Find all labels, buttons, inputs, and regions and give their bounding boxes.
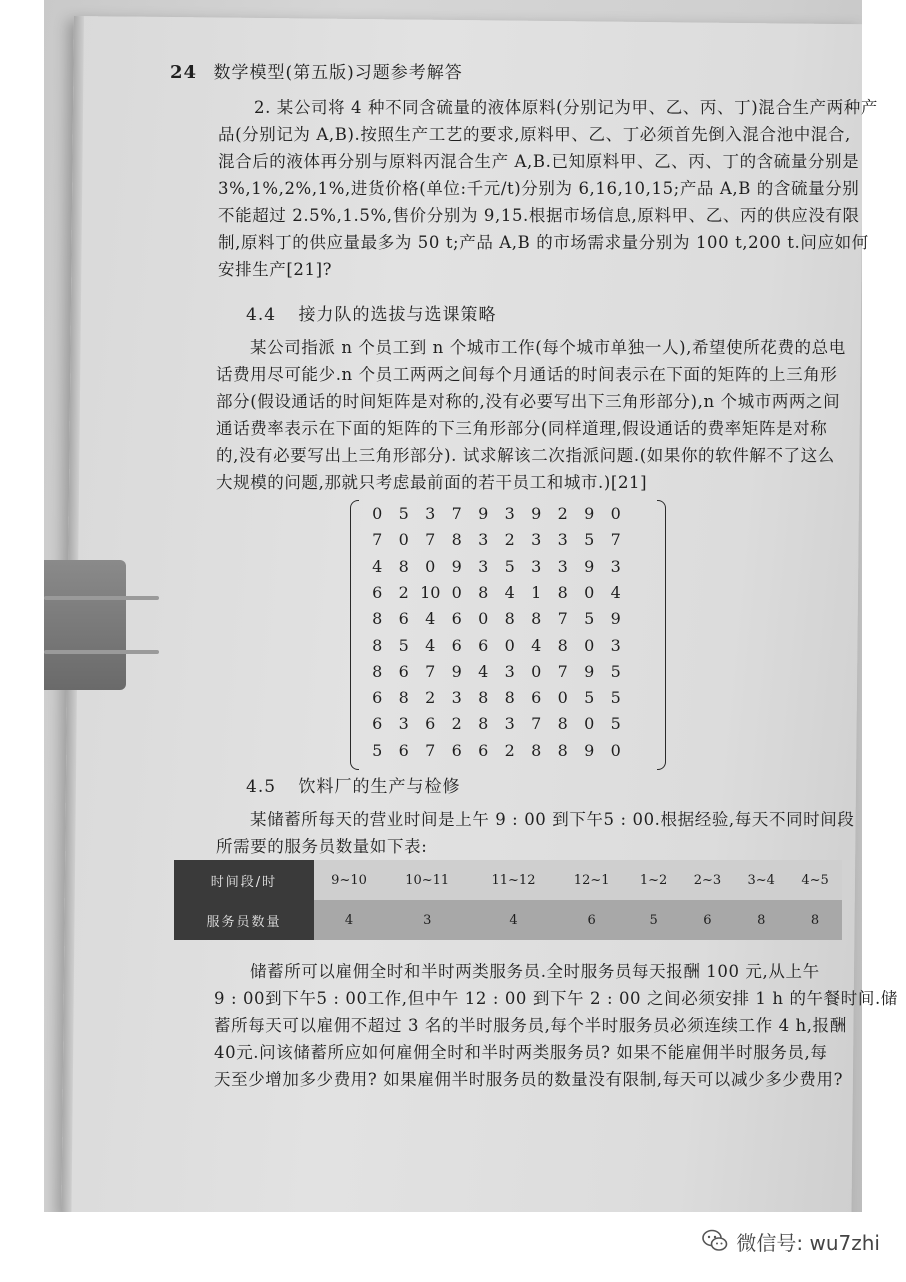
matrix-cell: 8 [557, 714, 568, 734]
count-cell: 4 [470, 900, 556, 940]
watermark [702, 1226, 880, 1256]
matrix-row [364, 662, 629, 686]
section-heading-4-5 [246, 772, 460, 797]
matrix-cell: 5 [584, 609, 595, 629]
matrix-cell: 3 [531, 530, 542, 550]
matrix-cell: 1 [531, 582, 542, 602]
matrix-cell: 6 [372, 582, 383, 602]
count-cell: 8 [788, 900, 842, 940]
matrix-cell: 2 [557, 504, 568, 523]
matrix-cell: 0 [504, 635, 515, 655]
matrix-cell: 2 [425, 688, 436, 708]
matrix-cell: 2 [398, 582, 409, 602]
matrix-cell: 7 [610, 530, 621, 550]
matrix-cell: 0 [557, 688, 568, 708]
matrix-cell: 2 [504, 740, 515, 760]
matrix-cell: 0 [610, 504, 621, 523]
period-cell: 12~1 [557, 860, 627, 900]
matrix-cell: 9 [451, 661, 462, 681]
matrix-cell: 0 [584, 635, 595, 655]
body-line: 天至少增加多少费用? 如果雇佣半时服务员的数量没有限制,每天可以减少多少费用? [214, 1070, 844, 1089]
matrix-cell: 9 [610, 609, 621, 629]
problem-line: 品(分别记为 A,B).按照生产工艺的要求,原料甲、乙、丁必须首先倒入混合池中混合, [218, 125, 851, 144]
matrix-row [364, 504, 629, 528]
matrix-row [364, 609, 629, 633]
section-number: 4.4 [246, 305, 277, 325]
matrix-cell: 10 [420, 582, 441, 602]
body-line: 话费用尽可能少.n 个员工两两之间每个月通话的时间表示在下面的矩阵的上三角形 [216, 365, 838, 384]
matrix-cell: 8 [478, 582, 489, 602]
matrix-cell: 0 [478, 609, 489, 629]
matrix-cell: 8 [557, 635, 568, 655]
matrix-cell: 9 [584, 661, 595, 681]
matrix-cell: 8 [557, 582, 568, 602]
count-cell: 6 [557, 900, 627, 940]
matrix-cell: 4 [372, 556, 383, 576]
matrix-cell: 9 [584, 504, 595, 523]
count-cell: 6 [681, 900, 735, 940]
count-cell: 4 [314, 900, 384, 940]
matrix-cell: 3 [504, 504, 515, 523]
matrix-cell: 6 [425, 714, 436, 734]
matrix-cell: 7 [425, 740, 436, 760]
matrix-cell: 6 [451, 609, 462, 629]
matrix-cell: 4 [610, 582, 621, 602]
period-cell: 10~11 [384, 860, 470, 900]
matrix-cell: 9 [451, 556, 462, 576]
section-number: 4.5 [246, 777, 277, 797]
table-row [174, 900, 842, 940]
matrix-cell: 5 [398, 635, 409, 655]
watermark-text: 微信号: wu7zhi [736, 1230, 880, 1255]
matrix-cell: 5 [610, 688, 621, 708]
matrix-cell: 8 [531, 609, 542, 629]
matrix-cell: 0 [451, 582, 462, 602]
matrix-cell: 8 [372, 635, 383, 655]
matrix-cell: 4 [531, 635, 542, 655]
matrix-cell: 3 [478, 556, 489, 576]
clip-wire [44, 650, 159, 654]
matrix-cell: 7 [425, 661, 436, 681]
matrix-cell: 7 [372, 530, 383, 550]
matrix-row [364, 714, 629, 738]
period-cell: 2~3 [681, 860, 735, 900]
matrix-cell: 6 [451, 635, 462, 655]
matrix-cell: 5 [584, 688, 595, 708]
row-label-period: 时间段/时 [174, 860, 314, 900]
body-line: 9 : 00到下午5 : 00工作,但中午 12 : 00 到下午 2 : 00 之间必须安排 1 h 的午餐时间.储 [214, 989, 898, 1008]
matrix-cell: 8 [531, 740, 542, 760]
period-cell: 3~4 [734, 860, 788, 900]
problem-line: 制,原料丁的供应量最多为 50 t;产品 A,B 的市场需求量分别为 100 t,200 t.问应如何 [218, 233, 869, 252]
matrix-cell: 8 [398, 556, 409, 576]
matrix-cell: 6 [398, 661, 409, 681]
binder-clip [44, 560, 126, 690]
matrix-cell: 8 [372, 661, 383, 681]
matrix-cell: 6 [372, 714, 383, 734]
body-line: 部分(假设通话的时间矩阵是对称的,没有必要写出下三角形部分),n 个城市两两之间 [216, 392, 841, 411]
matrix-row [364, 741, 629, 765]
matrix-cell: 9 [584, 556, 595, 576]
matrix-cell: 7 [531, 714, 542, 734]
matrix-cell: 9 [478, 504, 489, 523]
matrix-cell: 5 [584, 530, 595, 550]
matrix-cell: 5 [610, 661, 621, 681]
matrix-cell: 3 [504, 661, 515, 681]
row-label-count: 服务员数量 [174, 900, 314, 940]
problem-line: 3%,1%,2%,1%,进货价格(单位:千元/t)分别为 6,16,10,15;产品 A,B 的含硫量分别 [218, 179, 860, 198]
matrix-cell: 0 [584, 714, 595, 734]
period-cell: 11~12 [470, 860, 556, 900]
matrix-cell: 0 [531, 661, 542, 681]
body-line: 大规模的问题,那就只考虑最前面的若干员工和城市.)[21] [216, 473, 648, 492]
matrix-cell: 5 [398, 504, 409, 523]
matrix-cell: 6 [398, 609, 409, 629]
matrix-cell: 6 [478, 635, 489, 655]
matrix-cell: 7 [557, 661, 568, 681]
matrix-row [364, 557, 629, 581]
matrix-cell: 0 [425, 556, 436, 576]
problem-line: 混合后的液体再分别与原料丙混合生产 A,B.已知原料甲、乙、丙、丁的含硫量分别是 [218, 152, 860, 171]
section-title: 饮料厂的生产与检修 [298, 777, 461, 797]
period-cell: 1~2 [627, 860, 681, 900]
matrix-cell: 3 [531, 556, 542, 576]
matrix-row [364, 636, 629, 660]
matrix-left-bracket [350, 500, 359, 770]
matrix-cell: 5 [610, 714, 621, 734]
book-title: 数学模型(第五版)习题参考解答 [213, 63, 463, 83]
matrix-cell: 9 [531, 504, 542, 523]
section-heading-4-4 [246, 300, 496, 325]
matrix-cell: 8 [478, 688, 489, 708]
body-line: 的,没有必要写出上三角形部分). 试求解该二次指派问题.(如果你的软件解不了这么 [216, 446, 835, 465]
matrix [350, 500, 666, 770]
matrix-cell: 8 [557, 740, 568, 760]
matrix-cell: 6 [531, 688, 542, 708]
matrix-cell: 3 [557, 556, 568, 576]
matrix-cell: 7 [557, 609, 568, 629]
matrix-cell: 0 [584, 582, 595, 602]
page-header [170, 58, 463, 83]
matrix-row [364, 530, 629, 554]
matrix-cell: 7 [451, 504, 462, 523]
matrix-right-bracket [657, 500, 666, 770]
matrix-cell: 0 [372, 504, 383, 523]
matrix-cell: 3 [504, 714, 515, 734]
matrix-cell: 4 [425, 635, 436, 655]
matrix-cell: 0 [610, 740, 621, 760]
matrix-cell: 6 [451, 740, 462, 760]
matrix-cell: 8 [451, 530, 462, 550]
matrix-cell: 3 [451, 688, 462, 708]
table-row [174, 860, 842, 900]
matrix-cell: 6 [398, 740, 409, 760]
matrix-cell: 3 [478, 530, 489, 550]
body-line: 蓄所每天可以雇佣不超过 3 名的半时服务员,每个半时服务员必须连续工作 4 h,报酬 [214, 1016, 847, 1035]
matrix-cell: 5 [504, 556, 515, 576]
period-cell: 4~5 [788, 860, 842, 900]
body-line: 某储蓄所每天的营业时间是上午 9 : 00 到下午5 : 00.根据经验,每天不同时间段 [250, 810, 855, 829]
matrix-cell: 7 [425, 530, 436, 550]
problem-line: 安排生产[21]? [218, 260, 333, 279]
count-cell: 5 [627, 900, 681, 940]
matrix-cell: 4 [504, 582, 515, 602]
problem-line: 2. 某公司将 4 种不同含硫量的液体原料(分别记为甲、乙、丙、丁)混合生产两种产 [254, 98, 878, 117]
matrix-cell: 8 [398, 688, 409, 708]
staffing-table [174, 860, 842, 940]
clip-wire [44, 596, 159, 600]
count-cell: 8 [734, 900, 788, 940]
matrix-cell: 6 [372, 688, 383, 708]
body-line: 40元.问该储蓄所应如何雇佣全时和半时两类服务员? 如果不能雇佣半时服务员,每 [214, 1043, 828, 1062]
matrix-cell: 2 [504, 530, 515, 550]
matrix-cell: 8 [504, 688, 515, 708]
matrix-cell: 2 [451, 714, 462, 734]
matrix-cell: 8 [478, 714, 489, 734]
wechat-icon [702, 1228, 728, 1254]
section-title: 接力队的选拔与选课策略 [298, 305, 497, 325]
matrix-cell: 6 [478, 740, 489, 760]
matrix-cell: 0 [398, 530, 409, 550]
matrix-row [364, 583, 629, 607]
matrix-cell: 8 [372, 609, 383, 629]
body-line: 所需要的服务员数量如下表: [216, 837, 428, 856]
matrix-row [364, 688, 629, 712]
matrix-cell: 5 [372, 740, 383, 760]
page-number: 24 [170, 62, 198, 83]
matrix-cell: 4 [425, 609, 436, 629]
matrix-cell: 3 [398, 714, 409, 734]
matrix-cell: 4 [478, 661, 489, 681]
matrix-cell: 3 [425, 504, 436, 523]
body-line: 通话费率表示在下面的矩阵的下三角形部分(同样道理,假设通话的费率矩阵是对称 [216, 419, 828, 438]
matrix-cell: 3 [557, 530, 568, 550]
body-line: 储蓄所可以雇佣全时和半时两类服务员.全时服务员每天报酬 100 元,从上午 [250, 962, 820, 981]
body-line: 某公司指派 n 个员工到 n 个城市工作(每个城市单独一人),希望使所花费的总电 [250, 338, 846, 357]
period-cell: 9~10 [314, 860, 384, 900]
matrix-cell: 8 [504, 609, 515, 629]
problem-line: 不能超过 2.5%,1.5%,售价分别为 9,15.根据市场信息,原料甲、乙、丙的供应没有限 [218, 206, 860, 225]
count-cell: 3 [384, 900, 470, 940]
matrix-cell: 3 [610, 556, 621, 576]
matrix-cell: 3 [610, 635, 621, 655]
matrix-cell: 9 [584, 740, 595, 760]
